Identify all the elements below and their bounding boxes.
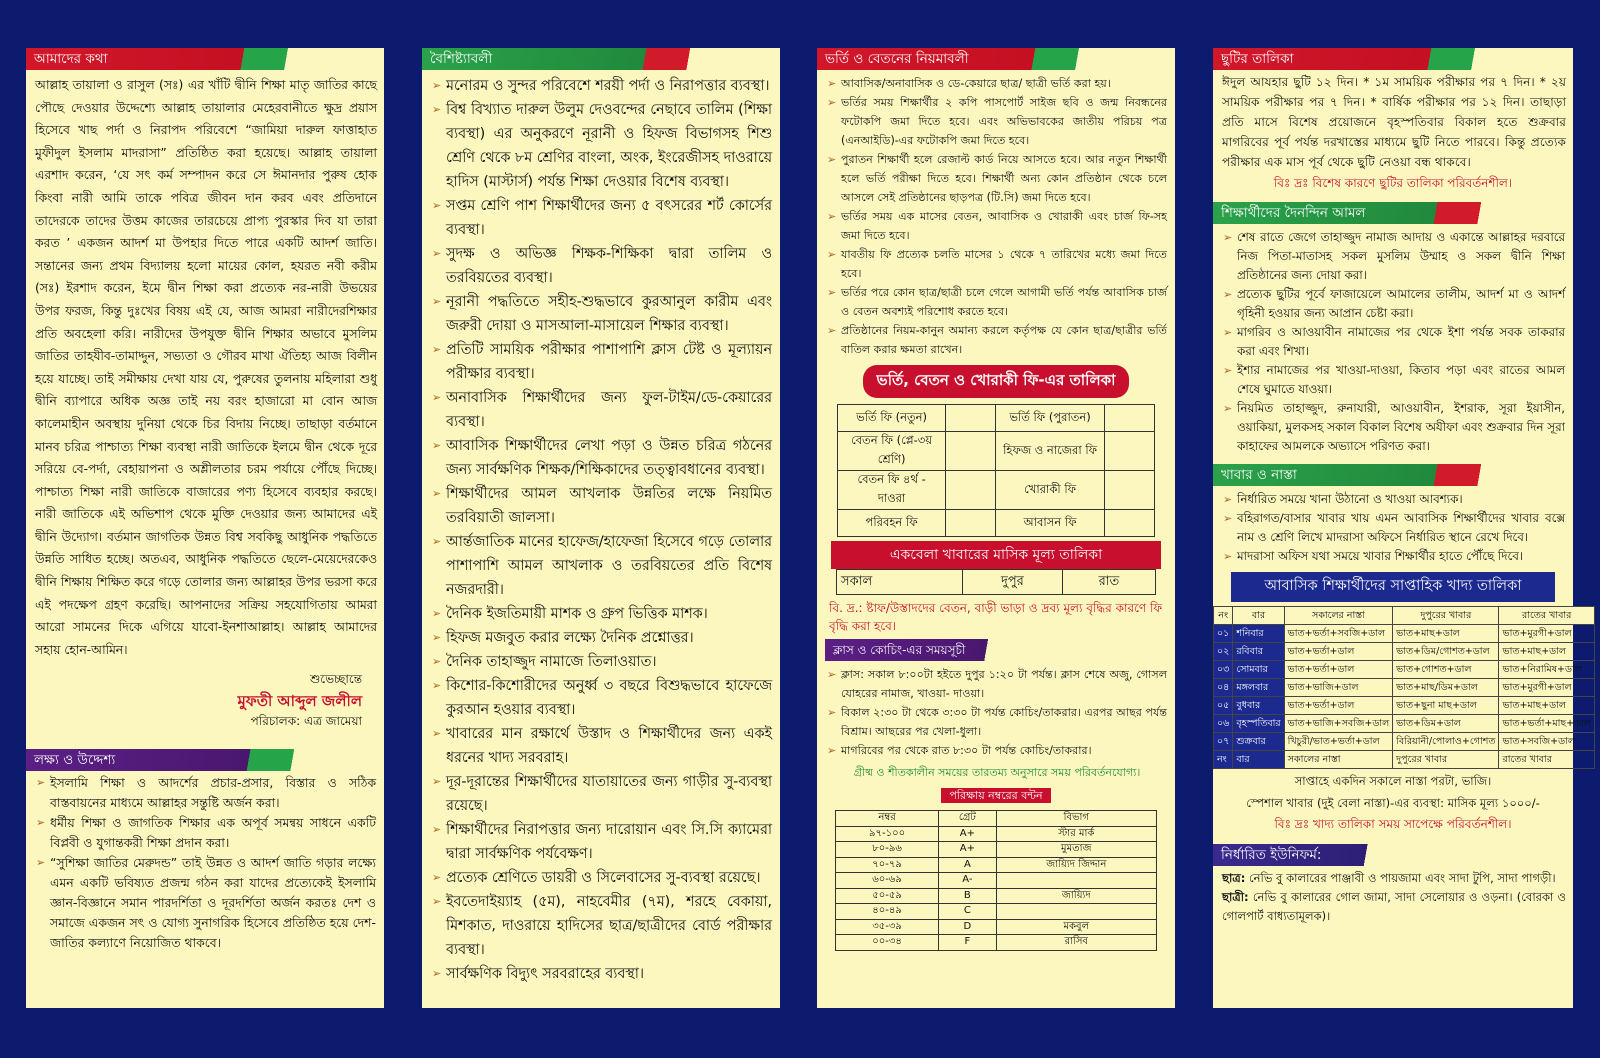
fee-amount — [946, 405, 996, 432]
weekly-cell: বিরিয়ানী/পোলাও+গোশত — [1393, 733, 1499, 751]
about-text: আল্লাহ তায়ালা ও রাসুল (সঃ) এর খাঁটি দ্বীনি শিক্ষা মাতৃ জাতির কাছে পৌছে দেওয়ার উদ্দেশ্যে আল্লাহ তায়ালার মেহেরবানীতে ক্ষুদ্র প্রয়াস হিসেবে খাছ পর্দা ও নিরাপদ পরিবেশে “জামিয়া দারুল ফাত্তাহাত মুফীদুল ইসলাম মাদরাসা” প্রতিষ্ঠিত করা হয়েছে। আল্লাহ তায়ালা এরশাদ করেন, ‘যে সৎ কর্ম সম্পাদন করে সে ঈমানদার পুরুষ হোক কিংবা নারী আমি তাকে পবিত্র জীবন দান করব এবং প্রতিদানে তাদেরকে তাদের উত্তম কাজের তারচেয়ে প্রাপ্য পুরস্কার দিব যা তারা করত ’ একজন আদর্শ মা উপহার দিতে পারে একটি আদর্শ জাতি। সন্তানের জন্য প্রথম বিদ্যালয় হলো মায়ের কোল, হযরত নবী করীম (সঃ) ইরশাদ করেন, ইমে দ্বীন শিক্ষা করা প্রত্যেক নর-নারী উভয়ের উপর ফরজ, কিন্তু দুঃখের বিষয় এই যে, আজ আমরা নারীদেরশিক্ষার প্রতি অবহেলা করি। নারীদের উপযুক্ত দ্বীনি শিক্ষার অভাবে মুসলিম জাতির তাহযীব-তামাদ্দুন, সভ্যতা ও গৌরব মাখা ঐতিহ্য আজ বিলীন হয়ে যাচ্ছে। তাই সমীক্ষায় দেখা যায় যে, পুরুষের তুলনায় মহিলারা শুধু দ্বীনি ব্যাপারে অধিক অজ্ঞ তাই নয় বরং হাজারো মা বোন আজ কালেমাহীন অবস্থায় দুনিয়া থেকে চির বিদায় নিচ্ছে। তাছাড়া বর্তমানে মানব চরিত্র পাশ্চাত্য শিক্ষা ব্যবস্থা নারী জাতিকে ইলমে দ্বীন থেকে দূরে সরিয়ে বে-পর্দা, বেহায়াপনা ও অশ্লীলতার চরম পর্যায়ে পৌঁছে দিচ্ছে। পাশ্চাত্য শিক্ষা নারী জাতিকে বাজারের পণ্য হিসেবে ব্যবহার করছে। নারী জাতিকে এই অভিশাপ থেকে মুক্তি দেওয়ার জন্য আমাদের এই দ্বীনি উদ্যোগ। বর্তমান জাগতিক উন্নত বিশ্ব সবকিছু আধুনিক পদ্ধতিতে উন্নতি সাধিত হচ্ছে। অতএব, আধুনিক পদ্ধতিতে ছেলে-মেয়েদেরকেও দ্বীনি শিক্ষায় শিক্ষিত করে গড়ে তোলার জন্য আল্লাহর উপর ভরসা করে এই পদক্ষেপ গ্রহণ করেছি। আপনাদের সক্রিয় সহযোগিতায় আমরা আরো সামনের দিকে এগিয়ে যাবো-ইনশাআল্লাহ। আল্লাহ আমাদের সহায় হোন-আমিন। — [35, 78, 377, 657]
schedule-item-text: মাগরিবের পর থেকে রাত ৮:৩০ টা পর্যন্ত কোচিং/তাকরার। — [841, 744, 1092, 757]
meal-night: রাত — [1062, 570, 1155, 595]
goal-item: ➢ ধর্মীয় শিক্ষা ও জাগতিক শিক্ষার এক অপূর্ব সমন্বয় সাধনে একটি বিপ্লবী ও যুগান্তকরী শিক্ষা প্রদান করা। — [36, 815, 376, 851]
rule-item-text: প্রতিষ্ঠানের নিয়ম-কানুন অমান্য করলে কর্তৃপক্ষ যে কোন ছাত্র/ছাত্রীর ভর্তি বাতিল করার ক্ষমতা রাখেন। — [841, 324, 1167, 356]
schedule-list — [825, 665, 1167, 760]
arrow-bullet-icon: ➢ — [432, 727, 442, 740]
arrow-bullet-icon: ➢ — [432, 247, 442, 260]
weekly-header: সকালের নাস্তা — [1284, 607, 1393, 625]
fee-amount — [1105, 510, 1155, 537]
arrow-bullet-icon: ➢ — [432, 631, 442, 644]
weekly-cell: ভাত+ভাজি+ডাল — [1284, 679, 1393, 697]
holiday-note: বিঃ দ্রঃ বিশেষ কারণে ছুটির তালিকা পরিবর্তনশীল। — [1273, 176, 1513, 190]
grade-cell — [996, 904, 1156, 920]
weekly-header: রাতের খাবার — [1499, 607, 1594, 625]
arrow-bullet-icon: ➢ — [432, 823, 442, 836]
weekly-cell: ০৪ — [1214, 679, 1233, 697]
feature-item-text: দৈনিক ইজতিমায়ী মাশক ও গ্রুপ ভিত্তিক মাশক। — [446, 606, 708, 622]
weekly-cell: ভাত+ছুনা মাছ+ডাল — [1393, 697, 1499, 715]
schedule-item-text: বিকাল ২:৩০ টা থেকে ৩:৩০ টা পর্যন্ত কোচিং/তাকরার। এরপর আছর পর্যন্ত বিশ্রাম। আছরের পর খেলা-ধুলা। — [841, 706, 1167, 738]
food-item-text: বহিরাগত/বাসার খাবার খায় এমন আবাসিক শিক্ষার্থীদের খাবার বক্সে নাম ও শ্রেণি লিখে মাদরাসা অফিসে নির্ধারিত স্থানে রেখে দিবে। — [1237, 511, 1565, 544]
uniform-title: নির্ধারিত ইউনিফর্ম: — [1213, 844, 1391, 866]
grade-row — [836, 873, 1157, 889]
arrow-bullet-icon: ➢ — [432, 871, 442, 884]
fee-row — [838, 405, 1155, 432]
schedule-item-text: ক্লাস: সকাল ৮:০০টা হইতে দুপুর ১:২০ টা পর্যন্ত। ক্লাস শেষে অজু, গোসল যোহরের নামাজ, খাওয়া- দাওয়া। — [841, 668, 1167, 700]
weekly-title: আবাসিক শিক্ষার্থীদের সাপ্তাহিক খাদ্য তালিকা — [1231, 572, 1555, 602]
weekly-cell: শুক্রবার — [1233, 733, 1284, 751]
fee-label: পরিবহন ফি — [838, 510, 946, 537]
grade-row — [836, 888, 1157, 904]
weekly-cell: ০৬ — [1214, 715, 1233, 733]
feature-item — [430, 890, 772, 962]
rule-item — [825, 207, 1167, 245]
rule-item — [825, 321, 1167, 359]
grade-cell: A+ — [939, 842, 996, 858]
arrow-bullet-icon: ➢ — [432, 775, 442, 788]
food-title: খাবার ও নাস্তা — [1213, 464, 1521, 486]
daily-item-text: মাগরিব ও আওয়াবীন নামাজের পর থেকে ইশা পর্যন্ত সবক তাকরার করা এবং শিখা। — [1237, 325, 1565, 358]
weekly-cell: ভাত+নিরামিষ+ডাল — [1499, 661, 1594, 679]
grade-cell: জায়্যিদ — [996, 888, 1156, 904]
fee-amount — [946, 471, 996, 510]
greeting: শুভেচ্ছান্তে — [309, 672, 362, 687]
arrow-bullet-icon: ➢ — [432, 391, 442, 404]
arrow-bullet-icon: ➢ — [432, 535, 442, 548]
feature-item-text: বিশ্ব বিখ্যাত দারুল উলুম দেওবন্দের নেছাবে তালিম (শিক্ষা ব্যবস্থা) এর অনুকরণে নূরানী ও হিফজ বিভাগসহ শিশু শ্রেণি থেকে ৮ম শ্রেণির বাংলা, অংক, ইংরেজীসহ দাওরায়ে হাদিস (মাস্টার্স) পর্যন্ত শিক্ষা দেওয়ার বিশেষ ব্যবস্থা। — [446, 102, 772, 190]
feature-item-text: হিফজ মজবুত করার লক্ষ্যে দৈনিক প্রশ্নোত্তর। — [446, 630, 694, 646]
weekly-cell: সোমবার — [1233, 661, 1284, 679]
admission-title: ভর্তি ও বেতনের নিয়মাবলী — [817, 48, 1125, 70]
weekly-cell: বৃহস্পতিবার — [1233, 715, 1284, 733]
feature-item — [430, 482, 772, 530]
feature-item — [430, 338, 772, 386]
feature-item-text: শিক্ষার্থীদের আমল আখলাক উন্নতির লক্ষে নিয়মিত তরবিয়াতী জালসা। — [446, 486, 772, 526]
schedule-title: ক্লাস ও কোচিং-এর সময়সূচী — [825, 639, 1013, 661]
weekly-cell: ভাত+ভাজি+সবজি+ডাল — [1284, 715, 1393, 733]
weekly-cell: ০৭ — [1214, 733, 1233, 751]
feature-item — [430, 386, 772, 434]
goal-item: ➢ ইসলামি শিক্ষা ও আদর্শের প্রচার-প্রসার, বিস্তার ও সঠিক বাস্তবায়নের মাধ্যমে আল্লাহর সন্তুষ্টি অর্জন করা। — [36, 775, 376, 811]
grade-table — [835, 810, 1157, 951]
grade-cell — [996, 873, 1156, 889]
weekly-header: দুপুরের খাবার — [1393, 607, 1499, 625]
fee-label: ভর্তি ফি (নতুন) — [838, 405, 946, 432]
fee-label: হিফজ ও নাজেরা ফি — [996, 432, 1105, 471]
meal-table — [836, 569, 1156, 595]
goal-item: ➢ “সুশিক্ষা জাতির মেরুদন্ড” তাই উন্নত ও আদর্শ জাতি গড়ার লক্ষ্যে এমন একটি ভবিষ্যত প্রজন্ম গঠন করা যাদের প্রত্যেকেই ইসলামি জ্ঞান-বিজ্ঞানে সমান পারদর্শিতা ও দূরদর্শিতা অর্জন করতঃ দেশ ও সমাজে একজন সৎ ও যোগ্য সুনাগরিক হিসেবে প্রতিষ্ঠিত হয়ে দেশ-জাতির কল্যাণে নিয়োজিত থাকবে। — [36, 855, 376, 951]
arrow-bullet-icon: ➢ — [432, 487, 442, 500]
weekly-cell: ভাত+মুরগী+ডাল — [1499, 679, 1594, 697]
grade-cell: A- — [939, 873, 996, 889]
weekly-note-3: বিঃ দ্রঃ খাদ্য তালিকা সময় সাপেক্ষে পরিবর্তনশীল। — [1274, 817, 1512, 831]
fee-row — [838, 471, 1155, 510]
feature-item-text: আর্ন্তজাতিক মানের হাফেজ/হাফেজা হিসেবে গড়ে তোলার পাশাপাশি আমল আখলাক ও তরবিয়তের প্রতি বিশেষ নজরদারী। — [446, 534, 772, 598]
daily-list — [1221, 228, 1565, 456]
arrow-bullet-icon: ➢ — [827, 324, 837, 337]
grade-cell: জায়্যিদ জিদ্দান — [996, 857, 1156, 873]
holiday-text: ঈদুল আযহার ছুটি ১২ দিন। * ১ম সাময়িক পরীক্ষার পর ৭ দিন। * ২য় সাময়িক পরীক্ষার পর ৭ দিন। * বার্ষিক পরীক্ষার পর ১২ দিন। তাছাড়া প্রতি মাসে বিশেষ প্রয়োজনে বৃহস্পতিবার বিকাল হতে শুক্রবার মাগরিবের পূর্ব পর্যন্ত দরখাস্তের মাধ্যমে ছুটি নিতে পারবে। কিন্তু প্রত্যেক পরীক্ষার এক মাস পূর্ব থেকে ছুটি নেওয়া বন্ধ থাকবে। — [1222, 75, 1566, 169]
bullet-icon: ➢ — [36, 776, 46, 790]
rule-item-text: ভর্তির পরে কোন ছাত্র/ছাত্রী চলে গেলে আগামী ভর্তি পর্যন্ত আবাসিক চার্জ ও বেতন অবশ্যই পরিশোধ করতে হবে। — [841, 286, 1167, 318]
schedule-item — [825, 741, 1167, 760]
arrow-bullet-icon: ➢ — [432, 439, 442, 452]
weekly-cell: খিচুরী/ভাত+ভর্তা+ডাল — [1284, 733, 1393, 751]
grade-cell: মুমতাজ — [996, 842, 1156, 858]
arrow-bullet-icon: ➢ — [432, 679, 442, 692]
feature-item — [430, 194, 772, 242]
weekly-row — [1214, 625, 1595, 643]
uniform-girls-text: নেভি বু কালারের গোল জামা, সাদা সেলোয়ার ও ওড়না। (বোরকা ও গোলপার্ট বাধ্যতামূলক)। — [1222, 890, 1566, 923]
weekly-cell: ০৫ — [1214, 697, 1233, 715]
weekly-cell: ভাত+মাছ/ডিম+ডাল — [1393, 679, 1499, 697]
weekly-cell: ভাত+মাছ+ডাল — [1499, 643, 1594, 661]
fee-amount — [1105, 405, 1155, 432]
feature-item-text: সুদক্ষ ও অভিজ্ঞ শিক্ষক-শিক্ষিকা দ্বারা তালিম ও তরবিয়তের ব্যবস্থা। — [446, 246, 772, 286]
fee-note: বি. দ্র.: ষ্টাফ/উস্তাদদের বেতন, বাড়ী ভাড়া ও দ্রব্য মূল্য বৃদ্ধির কারণে ফি বৃদ্ধি করা হবে। — [829, 601, 1163, 633]
feature-item-text: আবাসিক শিক্ষার্থীদের লেখা পড়া ও উন্নত চরিত্র গঠনের জন্য সার্বক্ষণিক শিক্ষক/শিক্ষিকাদের তত্ত্বাবধানের ব্যবস্থা। — [446, 438, 772, 478]
arrow-bullet-icon: ➢ — [1223, 326, 1233, 339]
signer-name: মুফতী আব্দুল জলীল — [237, 692, 362, 711]
arrow-bullet-icon: ➢ — [1223, 550, 1233, 563]
feature-item-text: সার্বক্ষণিক বিদ্যুৎ সরবরাহের ব্যবস্থা। — [446, 966, 645, 982]
weekly-row — [1214, 661, 1595, 679]
arrow-bullet-icon: ➢ — [1223, 231, 1233, 244]
feature-item — [430, 74, 772, 98]
rule-item — [825, 150, 1167, 207]
weekly-cell: নং — [1214, 751, 1233, 769]
daily-item — [1221, 285, 1565, 323]
uniform-boys-text: নেভি বু কালারের পাঞ্জাবী ও পায়জামা এবং সাদা টুপি, সাদা পাগড়ী। — [1249, 871, 1556, 885]
fee-label: বেতন ফি ৪র্থ - দাওরা — [838, 471, 946, 510]
grade-row — [836, 857, 1157, 873]
rule-item — [825, 245, 1167, 283]
grade-cell: ০০-৩৪ — [836, 935, 939, 951]
rule-item-text: পুরাতন শিক্ষার্থী হলে রেজাল্ট কার্ড নিয়ে আসতে হবে। আর নতুন শিক্ষার্থী হলে ভর্তি পরীক্ষা দিতে হবে। শিক্ষার্থী অন্য কোন প্রতিষ্ঠান থেকে চলে আসলে সেই প্রতিষ্ঠানের ছাড়পত্র (টি.সি) জমা দিতে হবে। — [841, 153, 1167, 204]
daily-item — [1221, 399, 1565, 456]
grade-cell: ৭০-৭৯ — [836, 857, 939, 873]
fee-table — [837, 404, 1155, 537]
features-list — [430, 74, 772, 986]
food-item-text: মাদরাসা অফিস যথা সময়ে খাবার শিক্ষার্থীর হাতে পৌঁছে দিবে। — [1237, 549, 1524, 563]
daily-item-text: ইশার নামাজের পর খাওয়া-দাওয়া, কিতাব পড়া এবং রাতের আমল শেষে ঘুমাতে যাওয়া। — [1237, 363, 1565, 396]
weekly-cell: ভাত+ডিম+ডাল — [1393, 715, 1499, 733]
weekly-cell: ভাত+মুরগী+ডাল — [1499, 625, 1594, 643]
meal-noon: দুপুর — [962, 570, 1062, 595]
weekly-cell: রবিবার — [1233, 643, 1284, 661]
weekly-cell: ভাত+ভর্তা+সবজি+ডাল — [1284, 625, 1393, 643]
grade-cell: ৩৫-৩৯ — [836, 919, 939, 935]
fee-amount — [946, 432, 996, 471]
feature-item — [430, 962, 772, 986]
feature-item — [430, 290, 772, 338]
arrow-bullet-icon: ➢ — [1223, 512, 1233, 525]
feature-item — [430, 650, 772, 674]
schedule-item — [825, 703, 1167, 741]
arrow-bullet-icon: ➢ — [827, 77, 837, 90]
arrow-bullet-icon: ➢ — [827, 286, 837, 299]
arrow-bullet-icon: ➢ — [432, 967, 442, 980]
arrow-bullet-icon: ➢ — [1223, 364, 1233, 377]
rule-item — [825, 93, 1167, 150]
uniform-boys-label: ছাত্র: — [1222, 871, 1246, 885]
arrow-bullet-icon: ➢ — [827, 210, 837, 223]
grade-row — [836, 935, 1157, 951]
grade-row — [836, 904, 1157, 920]
food-item — [1221, 547, 1565, 566]
weekly-cell: ভাত+মাছ+ডাল — [1499, 697, 1594, 715]
weekly-row — [1214, 697, 1595, 715]
weekly-cell: ভাত+মাছ+ডাল — [1393, 625, 1499, 643]
features-title: বৈশিষ্ট্যাবলী — [422, 48, 730, 70]
weekly-cell: ভাত+ভর্তা+ডাল — [1284, 643, 1393, 661]
feature-item — [430, 530, 772, 602]
weekly-cell: ভাত+ভর্তা+ডাল — [1284, 697, 1393, 715]
rule-item-text: যাবতীয় ফি প্রত্যেক চলতি মাসের ১ থেকে ৭ তারিখের মধ্যে জমা দিতে হবে। — [841, 248, 1167, 280]
goals-title: লক্ষ্য ও উদ্দেশ্য — [26, 749, 334, 771]
feature-item-text: শিক্ষার্থীদের নিরাপত্তার জন্য দারোয়ান এবং সি.সি ক্যামেরা দ্বারা সার্বক্ষণিক পর্যবেক্ষণ। — [446, 822, 772, 862]
arrow-bullet-icon: ➢ — [827, 668, 837, 681]
weekly-cell: দুপুরের খাবার — [1393, 751, 1499, 769]
food-item — [1221, 509, 1565, 547]
weekly-cell: বুধবার — [1233, 697, 1284, 715]
weekly-cell: ভাত+ভর্তা+ডাল — [1284, 661, 1393, 679]
arrow-bullet-icon: ➢ — [432, 103, 442, 116]
grade-cell: A+ — [939, 826, 996, 842]
grade-cell: স্টার মার্ক — [996, 826, 1156, 842]
fee-label: খোরাকী ফি — [996, 471, 1105, 510]
weekly-row — [1214, 715, 1595, 733]
signature-block — [26, 669, 362, 731]
arrow-bullet-icon: ➢ — [1223, 402, 1233, 415]
weekly-row — [1214, 751, 1595, 769]
grade-cell: F — [939, 935, 996, 951]
daily-item-text: নিয়মিত তাহাজ্জুদ, রুনাযারী, আওয়াবীন, ইশরাক, সূরা ইয়াসীন, ওয়াকিয়া, মুলকসহ সকাল বিকাল বিশেষ অযীফা এবং শুক্রবার দিন সূরা কাহাফের আমলকে অভ্যাসে পরিণত করা। — [1237, 401, 1565, 453]
signer-role: পরিচালক: এত্র জামেয়া — [250, 714, 362, 729]
weekly-note-1: সাপ্তাহে একদিন সকালে নাস্তা পরটা, ভাজি। — [1294, 774, 1492, 788]
rules-list — [825, 74, 1167, 359]
fee-label: ভর্তি ফি (পুরাতন) — [996, 405, 1105, 432]
weekly-row — [1214, 643, 1595, 661]
feature-item-text: খাবারের মান রক্ষার্থে উস্তাদ ও শিক্ষার্থীদের জন্য একই ধরনের খাদ্য সরবরাহ। — [446, 726, 772, 766]
weekly-header: নং — [1214, 607, 1233, 625]
rule-item-text: ভর্তির সময় শিক্ষার্থীর ২ কপি পাসপোর্ট সাইজ ছবি ও জন্ম নিবন্ধনের ফটোকপি জমা দিতে হবে। এবং অভিভাবকের জাতীয় পরিচয় পত্র (এনআইডি)-এর ফটোকপি জমা দিতে হবে। — [841, 96, 1167, 147]
goals-list — [34, 773, 376, 953]
rule-item-text: আবাসিক/অনাবাসিক ও ডে-কেয়ারে ছাত্র/ ছাত্রী ভর্তি করা হয়। — [841, 77, 1111, 90]
grade-cell: B — [939, 888, 996, 904]
grade-cell: ৬০-৬৯ — [836, 873, 939, 889]
holiday-title: ছুটির তালিকা — [1213, 48, 1521, 70]
column-features — [422, 48, 780, 1008]
weekly-cell: মঙ্গলবার — [1233, 679, 1284, 697]
bullet-icon: ➢ — [36, 816, 46, 830]
weekly-cell: ০১ — [1214, 625, 1233, 643]
arrow-bullet-icon: ➢ — [827, 153, 837, 166]
feature-item — [430, 242, 772, 290]
arrow-bullet-icon: ➢ — [1223, 493, 1233, 506]
feature-item-text: সপ্তম শ্রেণি পাশ শিক্ষার্থীদের জন্য ৫ বৎসরের শর্ট কোর্সের ব্যবস্থা। — [446, 198, 772, 238]
fee-row — [838, 510, 1155, 537]
feature-item-text: নূরানী পদ্ধতিতে সহীহ-শুদ্ধভাবে কুরআনুল কারীম এবং জরুরী দোয়া ও মাসআলা-মাসায়েল শিক্ষার ব্যবস্থা। — [446, 294, 772, 334]
rule-item-text: ভর্তির সময় এক মাসের বেতন, আবাসিক ও খোরাকী এবং চার্জ ফি-সহ জমা দিতে হবে। — [841, 210, 1167, 242]
feature-item — [430, 602, 772, 626]
meal-title: একবেলা খাবারের মাসিক মূল্য তালিকা — [831, 541, 1161, 569]
grade-cell: রাসিব — [996, 935, 1156, 951]
grade-cell: ৫০-৫৯ — [836, 888, 939, 904]
feature-item — [430, 818, 772, 866]
column-about — [26, 48, 384, 1008]
grade-header: বিভাগ — [996, 811, 1156, 827]
feature-item-text: দৈনিক তাহাজ্জুদ নামাজে তিলাওয়াত। — [446, 654, 657, 670]
feature-item-text: ইবতেদাইয়্যাহ (৫ম), নাহবেমীর (৭ম), শরহে বেকায়া, মিশকাত, দাওরায়ে হাদিসের ছাত্র/ছাত্রীদের বোর্ড পরীক্ষার ব্যবস্থা। — [446, 894, 772, 958]
weekly-cell: ভাত+গোশত+ডাল — [1393, 661, 1499, 679]
weekly-cell: রাতের খাবার — [1499, 751, 1594, 769]
feature-item-text: কিশোর-কিশোরীদের অনুর্ধ্ব ৩ বছরে বিশুদ্ধভাবে হাফেজে কুরআন হওয়ার ব্যবস্থা। — [446, 678, 772, 718]
season-note: গ্রীষ্ম ও শীতকালীন সময়ের তারতম্য অনুসারে সময় পরিবর্তনযোগ্য। — [853, 766, 1141, 779]
daily-item — [1221, 323, 1565, 361]
weekly-cell: ০২ — [1214, 643, 1233, 661]
feature-item — [430, 770, 772, 818]
weekly-table — [1213, 606, 1595, 769]
column-holidays — [1213, 48, 1591, 1008]
food-list — [1221, 490, 1565, 566]
grade-row — [836, 826, 1157, 842]
daily-title: শিক্ষার্থীদের দৈনন্দিন আমল — [1213, 202, 1521, 224]
feature-item-text: অনাবাসিক শিক্ষার্থীদের জন্য ফুল-টাইম/ডে-কেয়ারের ব্যবস্থা। — [446, 390, 772, 430]
uniform-girls-label: ছাত্রী: — [1222, 890, 1249, 904]
schedule-item — [825, 665, 1167, 703]
feature-item-text: প্রতিটি সাময়িক পরীক্ষার পাশাপাশি ক্লাস টেষ্ট ও মূল্যায়ন পরীক্ষার ব্যবস্থা। — [446, 342, 772, 382]
feature-item — [430, 98, 772, 194]
grade-row — [836, 842, 1157, 858]
meal-morning: সকাল — [837, 570, 963, 595]
fee-label: বেতন ফি (প্লে-৩য় শ্রেণি) — [838, 432, 946, 471]
weekly-cell: ভাত+ডিম/গোশত+ডাল — [1393, 643, 1499, 661]
fee-amount — [1105, 471, 1155, 510]
grade-header: নম্বর — [836, 811, 939, 827]
weekly-row — [1214, 733, 1595, 751]
grade-cell: A — [939, 857, 996, 873]
weekly-row — [1214, 679, 1595, 697]
daily-item-text: প্রত্যেক ছুটির পূর্বে ফাজায়েলে আমালের তালীম, আদর্শ মা ও আদর্শ গৃহিনী হওয়ার জন্য আপ্রান চেষ্টা করা। — [1237, 287, 1565, 320]
weekly-header: বার — [1233, 607, 1284, 625]
grade-cell: ৮০-৯৬ — [836, 842, 939, 858]
rule-item — [825, 74, 1167, 93]
arrow-bullet-icon: ➢ — [432, 79, 442, 92]
feature-item — [430, 626, 772, 650]
grade-cell: মকবুল — [996, 919, 1156, 935]
weekly-note-2: স্পেশাল খাবার (দুই বেলা নাস্তা)-এর ব্যবস্থা: মাসিক মূল্য ১০০০/- — [1246, 796, 1540, 810]
weekly-cell: সকালের নাস্তা — [1284, 751, 1393, 769]
about-title: আমাদের কথা — [26, 48, 334, 70]
grade-cell: D — [939, 919, 996, 935]
fee-amount — [1105, 432, 1155, 471]
arrow-bullet-icon: ➢ — [827, 744, 837, 757]
weekly-cell: ভাত+সবজি+ডাল — [1499, 733, 1594, 751]
arrow-bullet-icon: ➢ — [432, 199, 442, 212]
grade-title: পরিক্ষায় নম্বরের বন্টন — [941, 788, 1050, 803]
arrow-bullet-icon: ➢ — [432, 607, 442, 620]
arrow-bullet-icon: ➢ — [827, 706, 837, 719]
grade-header: গ্রেট — [939, 811, 996, 827]
fee-amount — [946, 510, 996, 537]
arrow-bullet-icon: ➢ — [827, 96, 837, 109]
arrow-bullet-icon: ➢ — [827, 248, 837, 261]
uniform-boys — [1222, 869, 1566, 888]
grade-cell: ৪০-৪৯ — [836, 904, 939, 920]
feature-item-text: মনোরম ও সুন্দর পরিবেশে শরয়ী পর্দা ও নিরাপত্তার ব্যবস্থা। — [446, 78, 770, 94]
arrow-bullet-icon: ➢ — [1223, 288, 1233, 301]
fee-label: আবাসন ফি — [996, 510, 1105, 537]
column-admission — [817, 48, 1175, 1008]
feature-item — [430, 866, 772, 890]
feature-item-text: প্রত্যেক শ্রেণিতে ডায়রী ও সিলেবাসের সু-ব্যবস্থা রয়েছে। — [446, 870, 761, 886]
fee-title: ভর্তি, বেতন ও খোরাকী ফি-এর তালিকা — [863, 365, 1130, 398]
fee-row — [838, 432, 1155, 471]
feature-item — [430, 722, 772, 770]
daily-item-text: শেষ রাতে জেগে তাহাজ্জুদ নামাজ আদায় ও একান্তে আল্লাহর দরবারে নিজ পিতা-মাতাসহ সকল মুসলিম উম্মাহ ও সকল দ্বীনি শিক্ষা প্রতিষ্ঠানের জন্য দোয়া করা। — [1237, 230, 1565, 282]
arrow-bullet-icon: ➢ — [432, 295, 442, 308]
arrow-bullet-icon: ➢ — [432, 343, 442, 356]
grade-row — [836, 919, 1157, 935]
weekly-cell: শনিবার — [1233, 625, 1284, 643]
daily-item — [1221, 228, 1565, 285]
grade-cell: ৯৭-১০০ — [836, 826, 939, 842]
weekly-cell: ভাত+ভর্তা+মাছ+ডাল — [1499, 715, 1594, 733]
weekly-cell: ০৩ — [1214, 661, 1233, 679]
food-item-text: নির্ধারিত সময়ে খানা উঠানো ও খাওয়া আবশ্যক। — [1237, 492, 1463, 506]
food-item — [1221, 490, 1565, 509]
uniform-girls — [1222, 888, 1566, 926]
feature-item — [430, 674, 772, 722]
rule-item — [825, 283, 1167, 321]
daily-item — [1221, 361, 1565, 399]
feature-item-text: দূর-দূরান্তের শিক্ষার্থীদের যাতায়াতের জন্য গাড়ীর সু-ব্যবস্থা রয়েছে। — [446, 774, 772, 814]
arrow-bullet-icon: ➢ — [432, 895, 442, 908]
grade-cell: C — [939, 904, 996, 920]
bullet-icon: ➢ — [36, 856, 46, 870]
arrow-bullet-icon: ➢ — [432, 655, 442, 668]
weekly-cell: বার — [1233, 751, 1284, 769]
feature-item — [430, 434, 772, 482]
